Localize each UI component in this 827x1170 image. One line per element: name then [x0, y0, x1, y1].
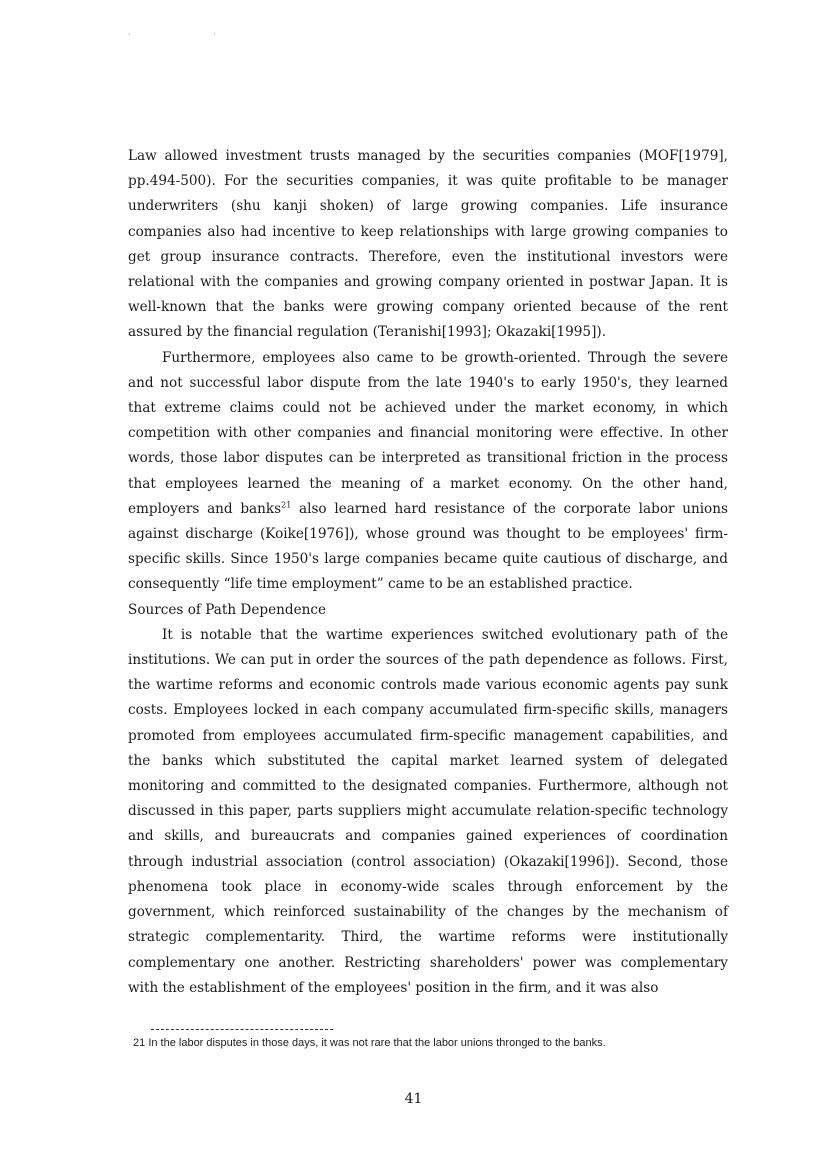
footnote-reference: 21 [281, 500, 292, 510]
section-heading: Sources of Path Dependence [128, 601, 327, 618]
footnote-divider [151, 1029, 333, 1030]
paragraph-2-continued: also learned hard resistance of the corporate labor unions against discharge (Koike[1976]), whose ground was thought to be employees' firm-specific skills. Since 1950's large companies became quite cautious of discharge, and consequently “life time employment” came to be an established practice. [128, 500, 728, 593]
body-text [128, 144, 728, 1001]
footnote-text: In the labor disputes in those days, it was not rare that the labor unions thronged to the banks. [148, 1037, 606, 1049]
footnote [133, 1037, 733, 1049]
paragraph-2 [128, 346, 728, 598]
paragraph-3: It is notable that the wartime experiences switched evolutionary path of the institutions. We can put in order the sources of the path dependence as follows. First, the wartime reforms and economic controls made various economic agents pay sunk costs. Employees locked in each company accumulated firm-specific skills, managers promoted from employees accumulated firm-specific management capabilities, and the banks which substituted the capital market learned system of delegated monitoring and committed to the designated companies. Furthermore, although not discussed in this paper, parts suppliers might accumulate relation-specific technology and skills, and bureaucrats and companies gained experiences of coordination through industrial association (control association) (Okazaki[1996]). Second, those phenomena took place in economy-wide scales through enforcement by the government, which reinforced sustainability of the changes by the mechanism of strategic complementarity. Third, the wartime reforms were institutionally complementary one another. Restricting shareholders' power was complementary with the establishment of the employees' position in the firm, and it was also [128, 626, 728, 996]
paragraph-2-text: Furthermore, employees also came to be growth-oriented. Through the severe and not successful labor dispute from the late 1940's to early 1950's, they learned that extreme claims could not be achieved under the market economy, in which competition with other companies and financial monitoring were effective. In other words, those labor disputes can be interpreted as transitional friction in the process that employees learned the meaning of a market economy. On the other hand, employers and banks [128, 349, 728, 517]
paragraph-1: Law allowed investment trusts managed by the securities companies (MOF[1979], pp.494-500). For the securities companies, it was quite profitable to be manager underwriters (shu kanji shoken) of large growing companies. Life insurance companies also had incentive to keep relationships with large growing companies to get group insurance contracts. Therefore, even the institutional investors were relational with the companies and growing company oriented in postwar Japan. It is well-known that the banks were growing company oriented because of the rent assured by the financial regulation (Teranishi[1993]; Okazaki[1995]). [128, 148, 728, 341]
scan-specks: · · [128, 30, 256, 39]
page-number: 41 [404, 1091, 423, 1107]
footnote-number: 21 [133, 1037, 146, 1049]
